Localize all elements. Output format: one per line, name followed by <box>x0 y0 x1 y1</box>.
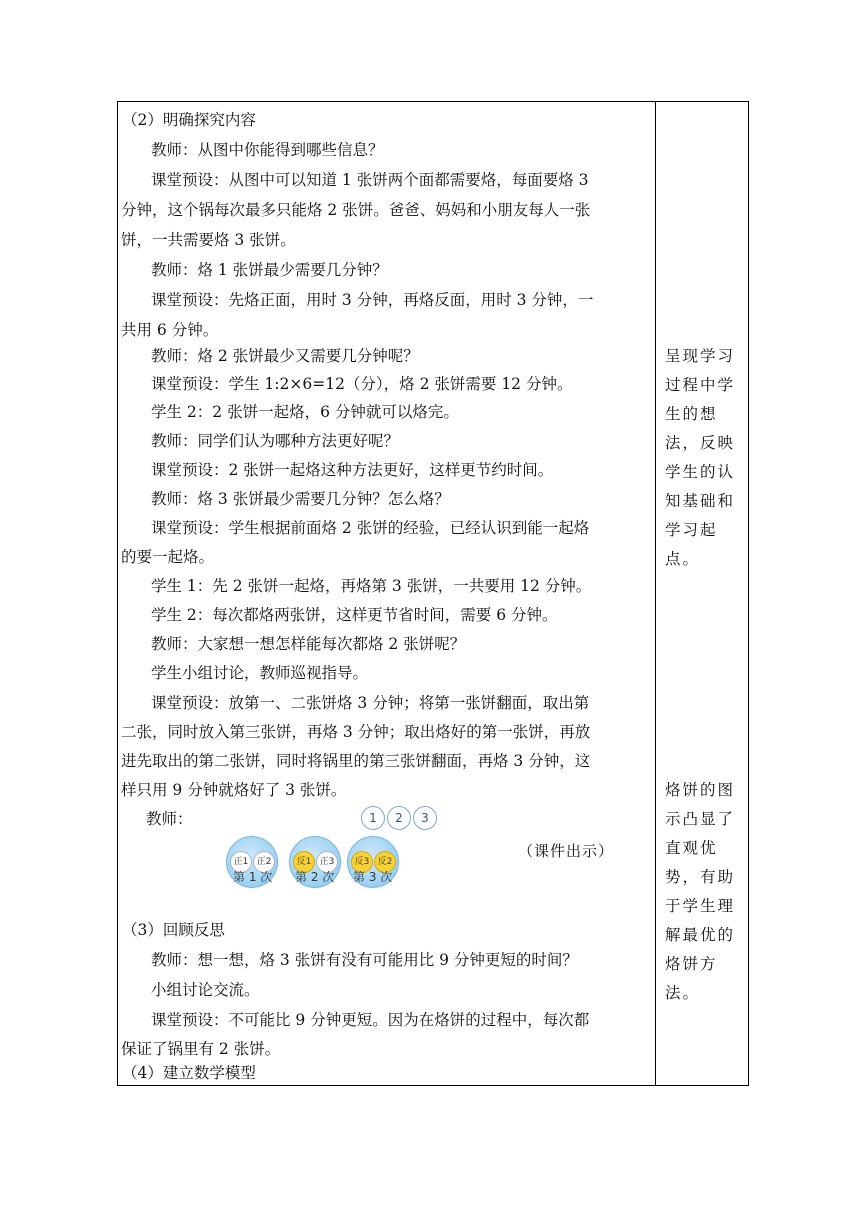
text-line: 课堂预设：从图中可以知道 1 张饼两个面都需要烙，每面要烙 3 <box>151 171 589 189</box>
note-line: 势，有助 <box>665 868 736 886</box>
text-line: 课堂预设：先烙正面，用时 3 分钟，再烙反面，用时 3 分钟，一 <box>151 291 594 309</box>
pancake: 反3 <box>351 851 373 873</box>
note-line: 于学生理 <box>665 897 736 915</box>
cake-number: 2 <box>387 806 411 830</box>
text-line: 学生 2：每次都烙两张饼，这样更节省时间，需要 6 分钟。 <box>151 606 558 624</box>
text-line: 进先取出的第二张饼，同时将锅里的第三张饼翻面，再烙 3 分钟，这 <box>121 752 591 770</box>
pancake: 正1 <box>230 851 252 873</box>
note-line: 学习起 <box>665 521 718 539</box>
note-line: 学生的认 <box>665 463 736 481</box>
column-divider <box>655 102 656 1085</box>
text-line: 教师：想一想，烙 3 张饼有没有可能用比 9 分钟更短的时间？ <box>151 951 578 969</box>
note-line: 呈现学习 <box>665 347 736 365</box>
text-line: 小组讨论交流。 <box>151 981 260 999</box>
text-line: 的要一起烙。 <box>121 548 215 566</box>
round-label: 第 1 次 <box>233 870 273 884</box>
text-line: 学生 2：2 张饼一起烙，6 分钟就可以烙完。 <box>151 403 459 421</box>
text-line: 教师：烙 3 张饼最少需要几分钟？怎么烙？ <box>151 490 450 508</box>
text-line: 保证了锅里有 2 张饼。 <box>121 1040 281 1058</box>
note-line: 解最优的 <box>665 926 736 944</box>
round-label: 第 2 次 <box>295 870 335 884</box>
section-heading-4: （4）建立数学模型 <box>122 1064 256 1082</box>
note-line: 示凸显了 <box>665 810 736 828</box>
text-line: 教师：大家想一想怎样能每次都烙 2 张饼呢？ <box>151 635 466 653</box>
text-line: 课堂预设：2 张饼一起烙这种方法更好，这样更节约时间。 <box>151 461 554 479</box>
note-line: 烙饼的图 <box>665 781 736 799</box>
note-line: 直观优 <box>665 839 718 857</box>
text-line: 样只用 9 分钟就烙好了 3 张饼。 <box>121 781 347 799</box>
text-line: 课堂预设：学生根据前面烙 2 张饼的经验，已经认识到能一起烙 <box>151 519 590 537</box>
text-line: 学生小组讨论，教师巡视指导。 <box>151 664 369 682</box>
figure-caption: （课件出示） <box>518 842 615 860</box>
pancake: 正2 <box>253 851 275 873</box>
text-line: 学生 1：先 2 张饼一起烙，再烙第 3 张饼，一共要用 12 分钟。 <box>151 577 592 595</box>
note-line: 生的想 <box>665 405 718 423</box>
text-line: 二张，同时放入第三张饼，再烙 3 分钟；取出烙好的第一张饼，再放 <box>121 723 591 741</box>
text-line: 课堂预设：学生 1:2×6=12（分），烙 2 张饼需要 12 分钟。 <box>151 375 573 393</box>
cake-number: 1 <box>361 806 385 830</box>
note-line: 法，反映 <box>665 434 736 452</box>
note-line: 法。 <box>665 984 701 1002</box>
note-line: 点。 <box>665 550 701 568</box>
pancake: 反2 <box>374 851 396 873</box>
text-line: 课堂预设：放第一、二张饼烙 3 分钟；将第一张饼翻面，取出第 <box>151 694 590 712</box>
note-line: 知基础和 <box>665 492 736 510</box>
pancake: 正3 <box>316 851 338 873</box>
text-line: 教师：烙 1 张饼最少需要几分钟？ <box>151 261 388 279</box>
note-line: 过程中学 <box>665 376 736 394</box>
cake-number: 3 <box>413 806 437 830</box>
text-line: 饼，一共需要烙 3 张饼。 <box>121 231 296 249</box>
text-line: 共用 6 分钟。 <box>121 321 219 339</box>
text-line: 课堂预设：不可能比 9 分钟更短。因为在烙饼的过程中，每次都 <box>151 1011 590 1029</box>
text-line: 教师：同学们认为哪种方法更好呢？ <box>151 432 400 450</box>
text-line: 教师：烙 2 张饼最少又需要几分钟呢？ <box>151 347 419 365</box>
section-heading-3: （3）回顾反思 <box>122 921 225 939</box>
text-line: 分钟，这个锅每次最多只能烙 2 张饼。爸爸、妈妈和小朋友每人一张 <box>121 201 591 219</box>
pancake: 反1 <box>293 851 315 873</box>
lesson-table <box>117 101 749 1086</box>
note-line: 烙饼方 <box>665 955 718 973</box>
text-line: 教师：从图中你能得到哪些信息？ <box>151 141 384 159</box>
round-label: 第 3 次 <box>353 870 393 884</box>
pancake-figure <box>206 802 626 912</box>
text-line: 教师： <box>146 810 193 828</box>
section-heading-2: （2）明确探究内容 <box>122 111 256 129</box>
